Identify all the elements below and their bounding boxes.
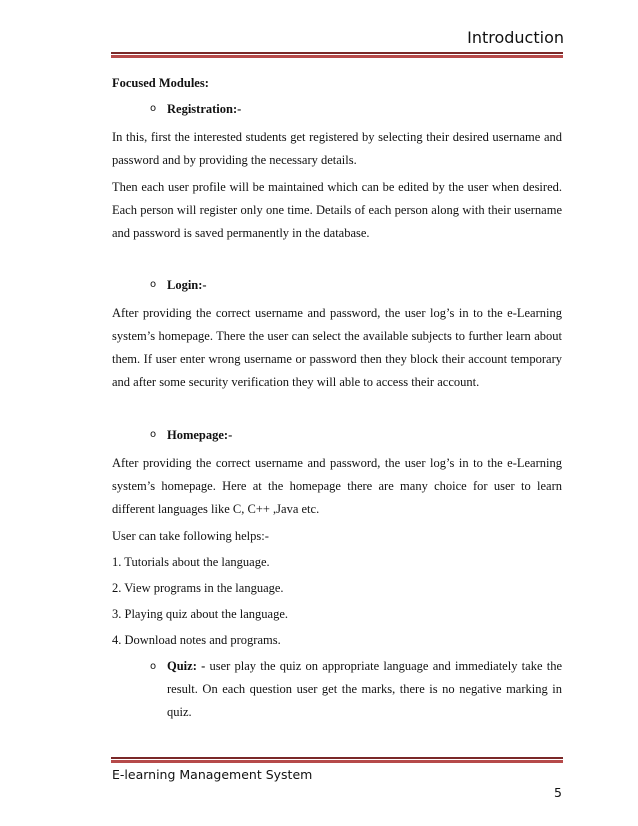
quiz-item xyxy=(112,655,562,724)
list-item: 1. Tutorials about the language. xyxy=(112,555,270,569)
registration-heading xyxy=(112,100,562,118)
quiz-description: user play the quiz on appropriate language and immediately take the result. On each question user get the marks, there is no negative marking in quiz. xyxy=(167,659,562,719)
login-paragraph: After providing the correct username and password, the user log’s in to the e-Learning system’s homepage. There the user can select the available subjects to further learn about them. If user enter wrong username or password then they block their account temporary and after some security verification they will able to access their account. xyxy=(112,306,562,389)
registration-paragraph-1: In this, first the interested students get registered by selecting their desired username and password and by providing the necessary details. xyxy=(112,130,562,167)
page-number: 5 xyxy=(554,785,562,800)
section-heading: Focused Modules: xyxy=(112,76,209,90)
bullet-icon: o xyxy=(150,279,157,290)
homepage-heading xyxy=(112,426,562,444)
header-title: Introduction xyxy=(467,28,564,47)
header-rule xyxy=(111,52,563,58)
quiz-text xyxy=(167,655,562,724)
list-item: 4. Download notes and programs. xyxy=(112,633,281,647)
helps-intro: User can take following helps:- xyxy=(112,529,269,543)
registration-label: Registration:- xyxy=(167,102,242,116)
list-item: 3. Playing quiz about the language. xyxy=(112,607,289,621)
login-heading xyxy=(112,276,562,294)
homepage-paragraph: After providing the correct username and password, the user log’s in to the e-Learning system’s homepage. Here at the homepage there are many choice for user to learn different languages like C, C++ ,Java etc. xyxy=(112,456,562,516)
quiz-label: Quiz: - xyxy=(167,659,206,673)
bullet-icon: o xyxy=(150,103,157,114)
registration-paragraph-2: Then each user profile will be maintained which can be edited by the user when desired. Each person will register only one time. Details of each person along with their username and password is saved permanently in the database. xyxy=(112,180,562,240)
bullet-icon: o xyxy=(150,429,157,440)
list-item: 2. View programs in the language. xyxy=(112,581,284,595)
footer-title: E-learning Management System xyxy=(112,767,313,782)
bullet-icon: o xyxy=(150,661,157,672)
document-body xyxy=(112,74,562,724)
login-label: Login:- xyxy=(167,278,207,292)
footer-rule xyxy=(111,757,563,763)
homepage-label: Homepage:- xyxy=(167,428,233,442)
